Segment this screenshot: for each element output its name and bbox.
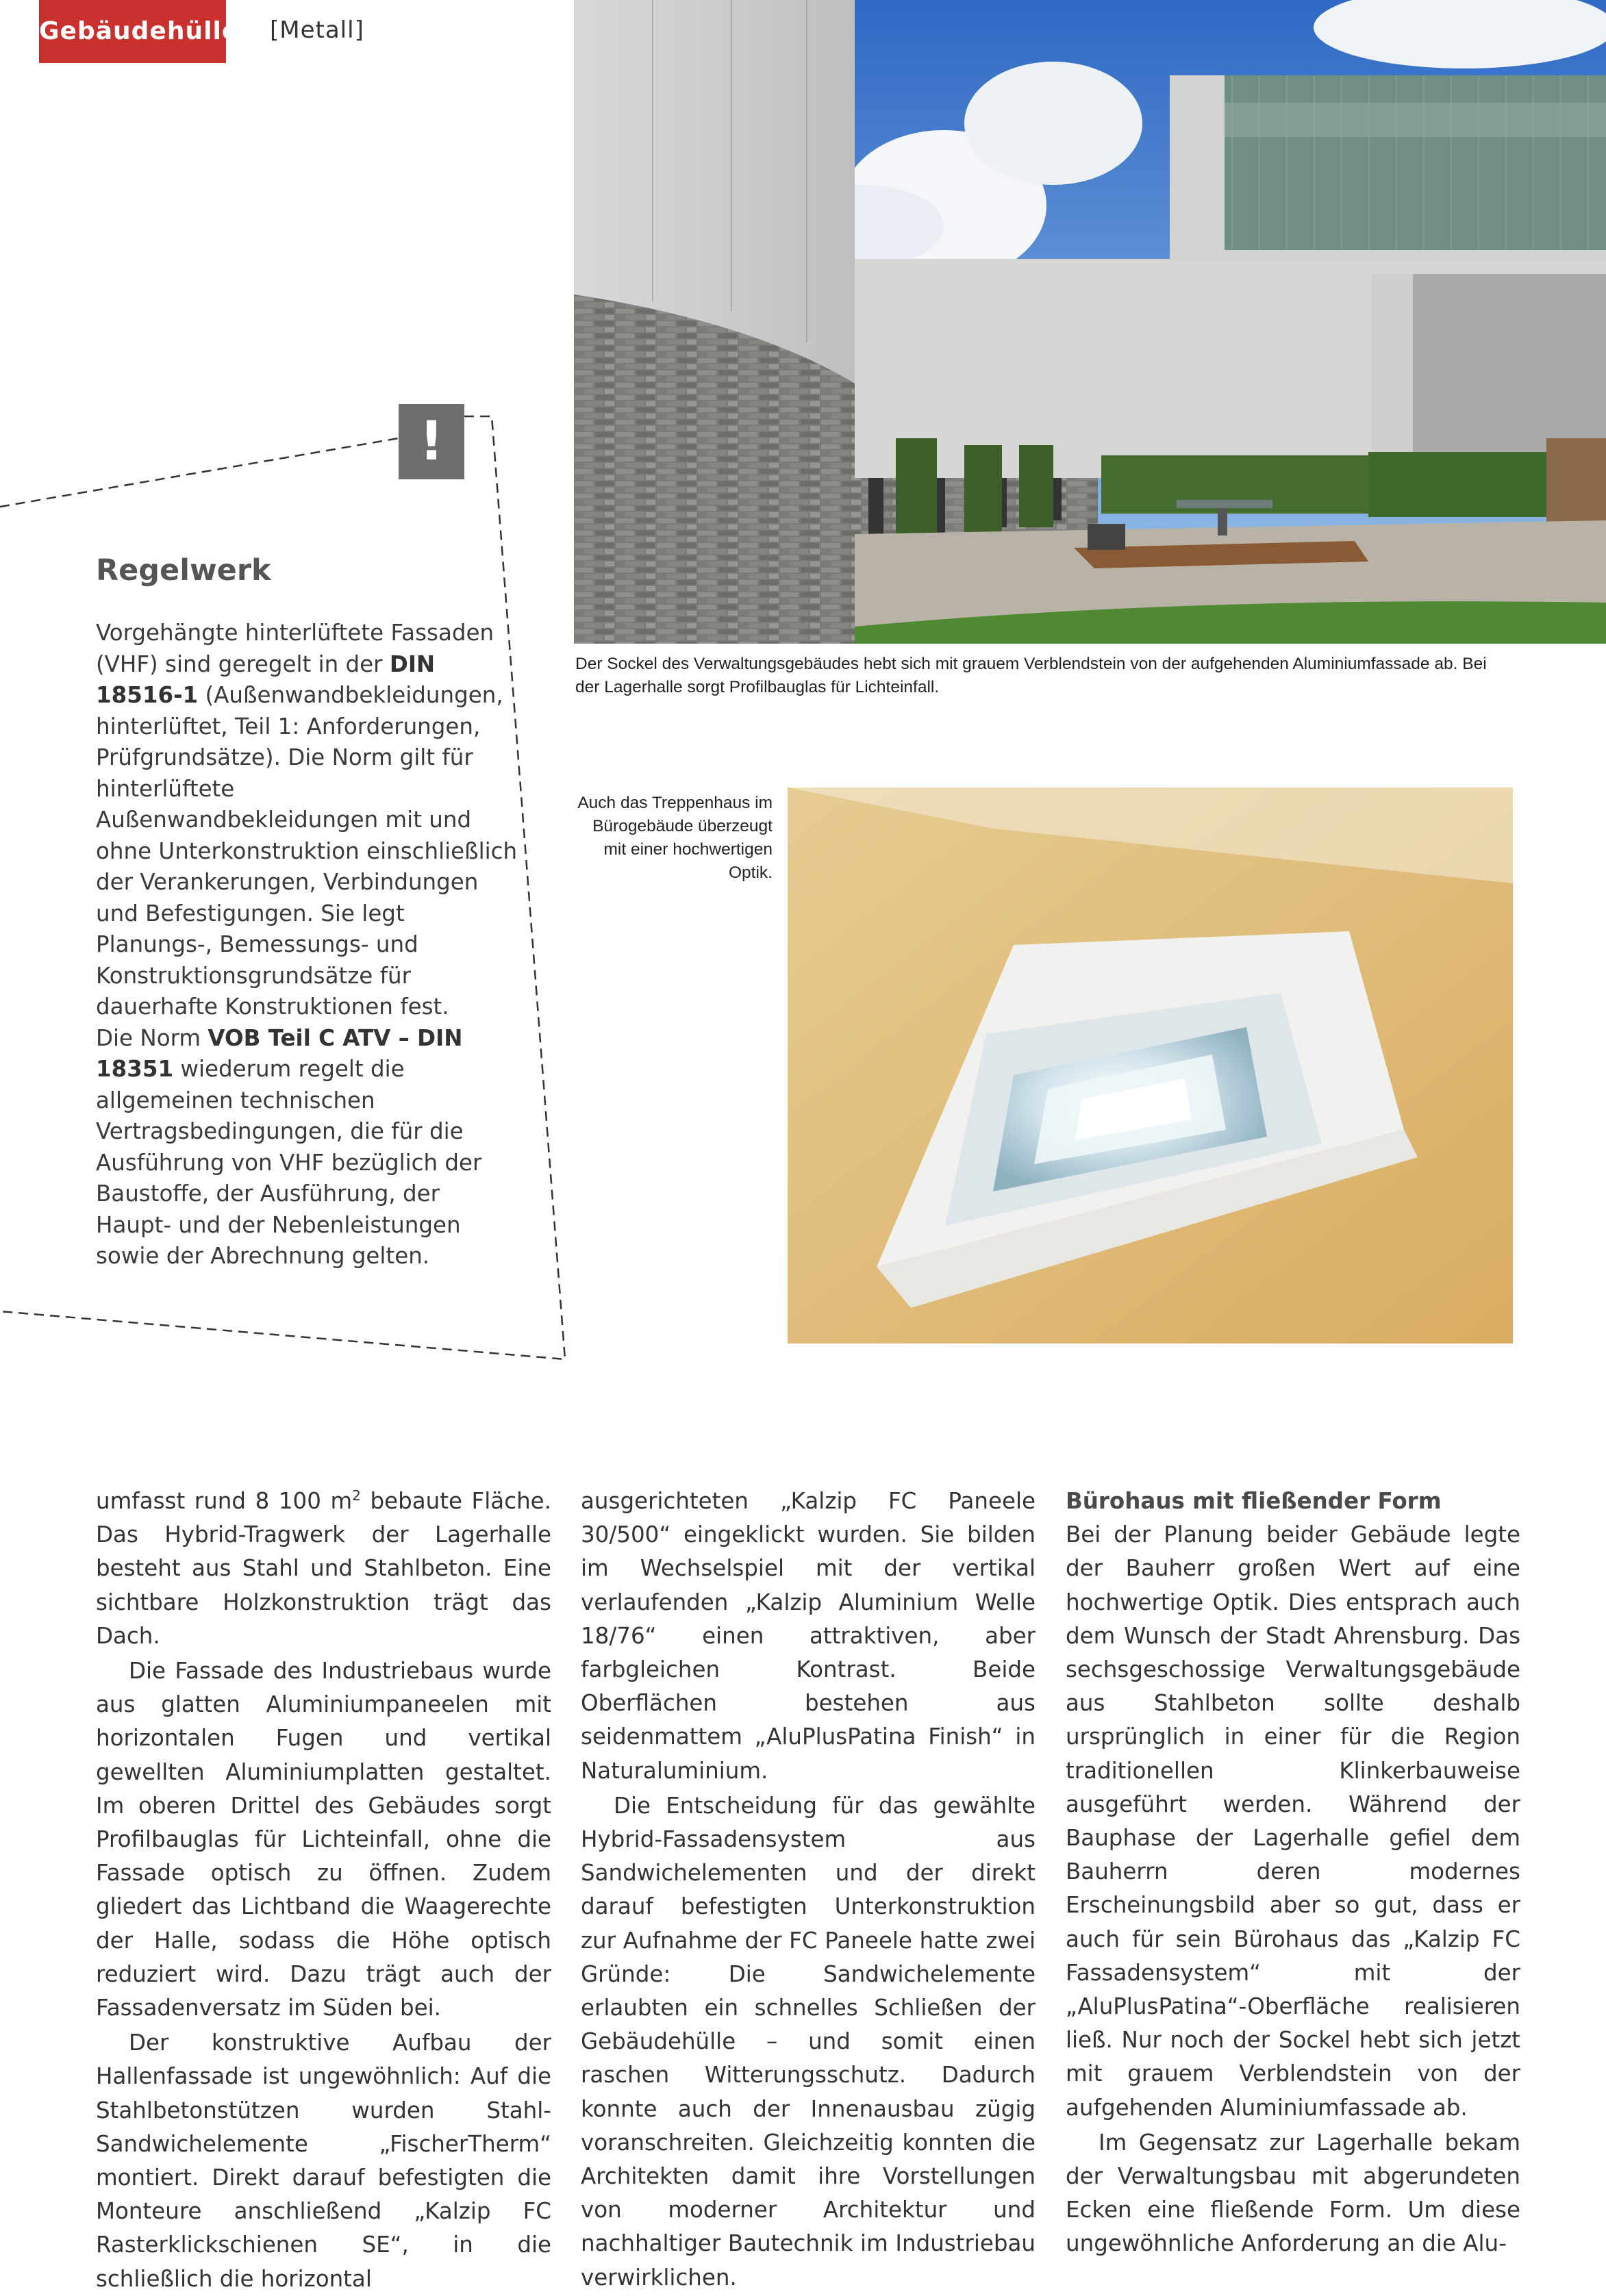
info-box-body: Vorgehängte hinterlüftete Fassaden (VHF) sind geregelt in der DIN 18516-1 (Außenwandbekleidungen, hinterlüftet, Teil 1: Anforderungen, Prüfgrundsätze). Die Norm gilt für hinterlüftete Außenwandbekleidungen mit und ohne Unterkonstruktion einschließlich der Verankerungen, Verbindungen und Befestigungen. Sie legt Planungs-, Bemessungs- und Konstruktionsgrundsätze für dauerhafte Konstruktionen fest. Die Norm VOB Teil C ATV – DIN 18351 wiederum regelt die allgemeinen technischen Vertragsbedingungen, die für die Ausführung von VHF bezüglich der Baustoffe, der Ausführung, der Haupt- und der Nebenleistungen sowie der Abrechnung gelten. — [96, 620, 518, 1269]
caption-stair-photo: Auch das Treppenhaus im Bürogebäude überzeugt mit einer hochwertigen Optik. — [577, 794, 773, 882]
section-subtitle: [Metall] — [270, 16, 364, 44]
warning-icon: ! — [399, 404, 464, 479]
article-column-2: ausgerichteten „Kalzip FC Paneele 30/500“ eingeklickt wurden. Sie bilden im Wechselspiel mit der vertikal verlaufenden „Kalzip Aluminium Welle 18/76“ einen attraktiven, aber farbgleichen Kontrast. Beide Oberflächen bestehen aus seidenmattem „AluPlusPatina Finish“ in Naturaluminium. Die Entscheidung für das gewählte Hybrid-Fassadensystem aus Sandwichelementen und der direkt darauf befestigten Unterkonstruktion zur Aufnahme der FC Paneele hatte zwei Gründe: Die Sandwichelemente erlaubten ein schnelles Schließen der Gebäudehülle – und somit einen raschen Witterungsschutz. Dadurch konnte auch der Innenausbau zügig voranschreiten. Gleichzeitig konnten die Architekten damit ihre Vorstellungen von moderner Architektur und nachhaltiger Bautechnik im Industriebau verwirklichen. — [581, 1488, 1036, 2291]
section-tag: Gebäudehülle — [39, 0, 226, 63]
article-column-3: Bürohaus mit fließender Form Bei der Planung beider Gebäude legte der Bauherr großen Wert auf eine hochwertige Optik. Dies entsprach auch dem Wunsch der Stadt Ahrensburg. Das sechsgeschossige Verwaltungsgebäude aus Stahlbeton sollte deshalb ursprünglich in einer für die Region traditionellen Klinkerbauweise ausgeführt werden. Während der Bauphase der Lagerhalle gefiel dem Bauherrn deren modernes Erscheinungsbild aber so gut, dass er auch für sein Bürohaus das „Kalzip FC Fassadensystem“ mit der „AluPlusPatina“-Oberfläche realisieren ließ. Nur noch der Sockel hebt sich jetzt mit grauem Verblendstein von der aufgehenden Aluminiumfassade ab. Im Gegensatz zur Lagerhalle bekam der Verwaltungsbau mit abgerundeten Ecken eine fließende Form. Um diese ungewöhnliche Anforderung an die Alu- — [1066, 1485, 1520, 2261]
article-column-1: umfasst rund 8 100 $m^2$ bebaute Fläche. Das Hybrid-Tragwerk der Lagerhalle besteht aus Stahl und Stahlbeton. Eine sichtbare Holzkonstruktion trägt das Dach. Die Fassade des Industriebaus wurde aus glatten Aluminiumpaneelen mit horizontalen Fugen und vertikal gewellten Aluminiumplatten gestaltet. Im oberen Drittel des Gebäudes sorgt Profilbauglas für Lichteinfall, ohne die Fassade optisch zu öffnen. Zudem gliedert das Lichtband die Waagerechte der Halle, sodass die Höhe optisch reduziert wird. Dazu trägt auch der Fassadenversatz im Süden bei. Der konstruktive Aufbau der Hallenfassade ist ungewöhnlich: Auf die Stahlbetonstützen wurden Stahl-Sandwichelemente „FischerTherm“ montiert. Direkt darauf befestigten die Monteure anschließend „Kalzip FC Rasterklickschienen SE“, in die schließlich die horizontal — [96, 1487, 551, 2292]
staircase-photo — [788, 787, 1513, 1343]
building-photo — [574, 0, 1606, 644]
info-box-title: Regelwerk — [96, 553, 271, 588]
caption-main-photo: Der Sockel des Verwaltungsgebäudes hebt sich mit grauem Verblendstein von der aufgehenden Aluminiumfassade ab. Bei der Lagerhalle sorgt Profilbauglas für Lichteinfall. — [575, 655, 1487, 696]
subheading: Bürohaus mit fließender Form — [1066, 1488, 1442, 1514]
